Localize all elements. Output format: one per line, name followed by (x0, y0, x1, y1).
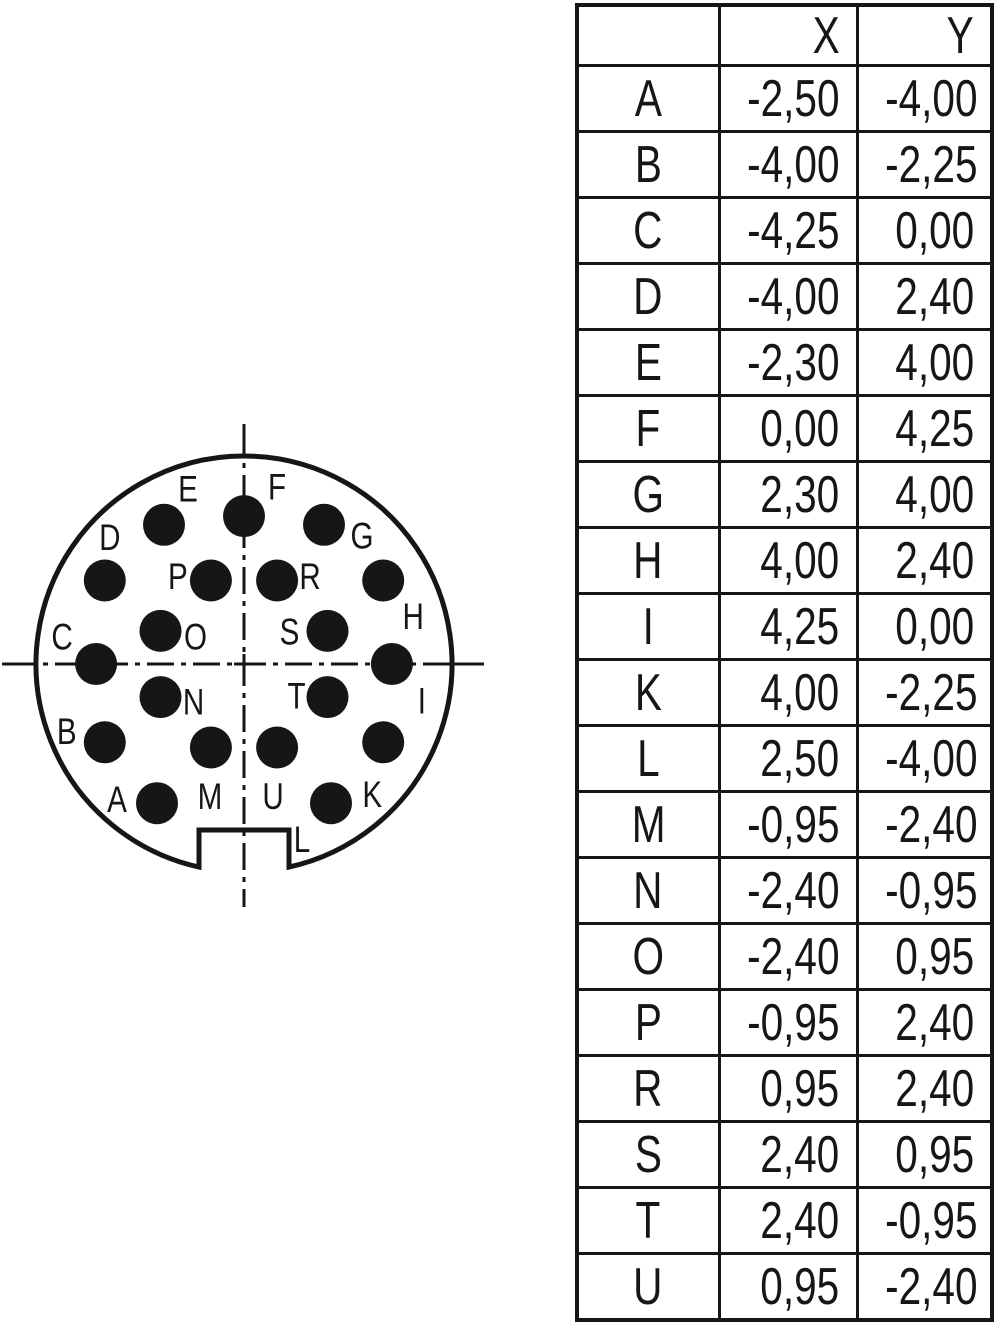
table-row (577, 330, 992, 396)
pin-x-cell (719, 594, 857, 660)
table-row (577, 396, 992, 462)
pin-y-cell (857, 990, 992, 1056)
pin-id-cell-text: K (634, 663, 662, 722)
pin-x-cell-text: -0,95 (747, 795, 840, 854)
pin-y-cell-text: -2,40 (884, 1257, 978, 1316)
table-row (577, 132, 992, 198)
pin-y-cell (857, 264, 992, 330)
pin-id-cell-text: O (632, 927, 665, 986)
pin-id-cell (577, 594, 719, 660)
pin-y-cell-text: 2,40 (895, 993, 974, 1052)
table-header-row (577, 5, 992, 66)
pin-id-cell (577, 1122, 719, 1188)
pin-label-E: E (178, 469, 198, 511)
pin-id-cell (577, 1188, 719, 1254)
pin-C (75, 643, 117, 685)
pin-L (310, 782, 352, 824)
pin-x-cell (719, 66, 857, 132)
pin-id-cell-text: L (636, 729, 660, 788)
pin-label-N: N (182, 682, 205, 724)
pin-y-cell-text: -2,25 (884, 135, 978, 194)
pin-y-cell (857, 66, 992, 132)
pin-id-cell (577, 660, 719, 726)
pin-id-cell-text: B (634, 135, 662, 194)
pin-label-R: R (299, 557, 321, 598)
pin-label-U: U (262, 777, 284, 818)
pin-y-cell (857, 462, 992, 528)
pin-y-cell (857, 1188, 992, 1254)
pin-y-cell-text: -2,40 (884, 795, 978, 854)
table-row (577, 726, 992, 792)
pin-B (84, 721, 126, 763)
table-row (577, 1188, 992, 1254)
pin-x-cell (719, 1254, 857, 1321)
table-row (577, 264, 992, 330)
header-pin-column (577, 5, 719, 66)
table-row (577, 792, 992, 858)
pin-id-cell-text: N (633, 861, 663, 920)
pin-I (371, 643, 413, 685)
pin-y-cell (857, 792, 992, 858)
table-row (577, 990, 992, 1056)
table-row (577, 528, 992, 594)
pin-id-cell-text: U (633, 1257, 663, 1316)
table-row (577, 462, 992, 528)
pin-id-cell (577, 726, 719, 792)
pin-id-cell-text: D (633, 267, 663, 326)
pin-x-cell-text: -2,50 (747, 69, 840, 128)
pin-y-cell-text: -0,95 (884, 1191, 978, 1250)
pin-x-cell (719, 264, 857, 330)
pin-x-cell (719, 1188, 857, 1254)
pin-id-cell-text: F (635, 399, 661, 458)
pin-y-cell-text: 4,00 (895, 333, 974, 392)
pin-R (256, 560, 298, 602)
pin-K (362, 721, 404, 763)
pin-x-cell-text: 0,95 (760, 1059, 840, 1118)
pin-coordinate-table (575, 3, 994, 1322)
pin-x-cell-text: -4,25 (747, 201, 840, 260)
pin-x-cell-text: 2,40 (760, 1125, 840, 1184)
pin-P (190, 560, 232, 602)
pin-id-cell-text: E (634, 333, 662, 392)
pin-id-cell (577, 1254, 719, 1321)
header-x-column (719, 5, 857, 66)
pin-label-C: C (51, 617, 73, 659)
pin-y-cell (857, 396, 992, 462)
pin-x-cell (719, 990, 857, 1056)
pin-x-cell (719, 858, 857, 924)
pin-G (303, 504, 345, 546)
pin-label-B: B (56, 711, 77, 753)
pin-label-H: H (402, 597, 424, 638)
pin-x-cell (719, 792, 857, 858)
pin-y-cell (857, 726, 992, 792)
pin-id-cell-text: A (634, 69, 662, 128)
pin-x-cell (719, 396, 857, 462)
pin-U (256, 727, 298, 769)
pin-label-O: O (183, 617, 208, 659)
pin-y-cell-text: 0,00 (895, 597, 974, 656)
pin-id-cell-text: T (635, 1191, 661, 1250)
pin-label-L: L (293, 819, 311, 861)
pin-id-cell (577, 990, 719, 1056)
pin-label-P: P (168, 557, 188, 598)
pin-x-cell-text: -2,40 (747, 861, 840, 920)
pin-D (84, 560, 126, 602)
pin-x-cell (719, 132, 857, 198)
pin-id-cell-text: I (642, 597, 654, 656)
pin-label-G: G (350, 516, 374, 558)
pin-y-cell-text: 0,95 (895, 927, 974, 986)
pin-y-cell (857, 660, 992, 726)
pin-x-cell (719, 1056, 857, 1122)
pin-H (362, 560, 404, 602)
pin-S (307, 610, 349, 652)
table-row (577, 660, 992, 726)
pin-label-A: A (107, 779, 127, 821)
pin-y-cell-text: -4,00 (884, 729, 978, 788)
pin-y-cell-text: 4,25 (895, 399, 974, 458)
table-row (577, 924, 992, 990)
pin-x-cell (719, 462, 857, 528)
pin-A (136, 782, 178, 824)
pin-label-I: I (417, 681, 427, 723)
table-row (577, 1254, 992, 1321)
pin-y-cell-text: 2,40 (895, 267, 974, 326)
pin-y-cell (857, 528, 992, 594)
pin-x-cell-text: -2,40 (747, 927, 840, 986)
pin-M (190, 727, 232, 769)
table-row (577, 858, 992, 924)
pin-y-cell-text: -0,95 (884, 861, 978, 920)
pin-label-T: T (287, 676, 306, 718)
pin-x-cell-text: -2,30 (747, 333, 840, 392)
table-row (577, 1122, 992, 1188)
pin-y-cell (857, 1122, 992, 1188)
pin-id-cell (577, 924, 719, 990)
pin-id-cell-text: M (631, 795, 666, 854)
pin-id-cell (577, 792, 719, 858)
pin-y-cell-text: 0,00 (895, 201, 974, 260)
pin-x-cell-text: 4,00 (760, 531, 840, 590)
pin-id-cell (577, 858, 719, 924)
table-row (577, 594, 992, 660)
pin-y-cell (857, 198, 992, 264)
pin-id-cell-text: P (634, 993, 662, 1052)
pin-label-F: F (267, 467, 287, 509)
header-x-label: X (812, 6, 840, 65)
pin-x-cell (719, 1122, 857, 1188)
pin-y-cell (857, 1056, 992, 1122)
pin-label-M: M (197, 777, 223, 818)
pin-x-cell-text: 0,00 (760, 399, 840, 458)
pin-y-cell-text: 2,40 (895, 531, 974, 590)
table-row (577, 198, 992, 264)
pin-id-cell (577, 396, 719, 462)
pin-x-cell-text: 2,40 (760, 1191, 840, 1250)
pin-y-cell-text: 2,40 (895, 1059, 974, 1118)
pin-y-cell-text: 4,00 (895, 465, 974, 524)
pin-x-cell-text: 4,25 (760, 597, 840, 656)
pin-x-cell (719, 528, 857, 594)
pin-label-K: K (362, 774, 383, 816)
pin-x-cell-text: -0,95 (747, 993, 840, 1052)
pin-id-cell (577, 198, 719, 264)
pin-x-cell (719, 660, 857, 726)
pin-x-cell (719, 198, 857, 264)
pin-x-cell-text: 2,50 (760, 729, 840, 788)
pin-id-cell (577, 132, 719, 198)
pin-id-cell-text: G (632, 465, 665, 524)
pin-y-cell (857, 132, 992, 198)
table-row (577, 1056, 992, 1122)
pin-id-cell (577, 330, 719, 396)
pin-id-cell-text: H (633, 531, 663, 590)
pin-y-cell (857, 858, 992, 924)
pin-T (307, 676, 349, 718)
pin-id-cell-text: C (633, 201, 663, 260)
pin-label-S: S (279, 612, 300, 654)
pin-y-cell (857, 924, 992, 990)
pin-x-cell-text: -4,00 (747, 135, 840, 194)
pin-x-cell-text: 4,00 (760, 663, 840, 722)
pin-x-cell (719, 726, 857, 792)
pin-y-cell-text: -2,25 (884, 663, 978, 722)
pin-id-cell (577, 66, 719, 132)
pin-x-cell (719, 924, 857, 990)
table-row (577, 66, 992, 132)
pin-x-cell-text: 2,30 (760, 465, 840, 524)
header-y-column (857, 5, 992, 66)
pin-id-cell (577, 462, 719, 528)
pin-id-cell (577, 1056, 719, 1122)
pin-x-cell-text: 0,95 (760, 1257, 840, 1316)
pin-y-cell-text: -4,00 (884, 69, 978, 128)
pin-y-cell (857, 1254, 992, 1321)
pin-x-cell (719, 330, 857, 396)
header-y-label: Y (946, 6, 974, 65)
pin-N (140, 676, 182, 718)
pin-x-cell-text: -4,00 (747, 267, 840, 326)
pin-y-cell (857, 330, 992, 396)
pin-F (223, 495, 265, 537)
pin-y-cell-text: 0,95 (895, 1125, 974, 1184)
pin-O (140, 610, 182, 652)
pin-id-cell-text: S (634, 1125, 662, 1184)
pin-id-cell (577, 528, 719, 594)
pin-id-cell-text: R (633, 1059, 663, 1118)
pin-label-D: D (99, 518, 121, 559)
pin-id-cell (577, 264, 719, 330)
pin-y-cell (857, 594, 992, 660)
